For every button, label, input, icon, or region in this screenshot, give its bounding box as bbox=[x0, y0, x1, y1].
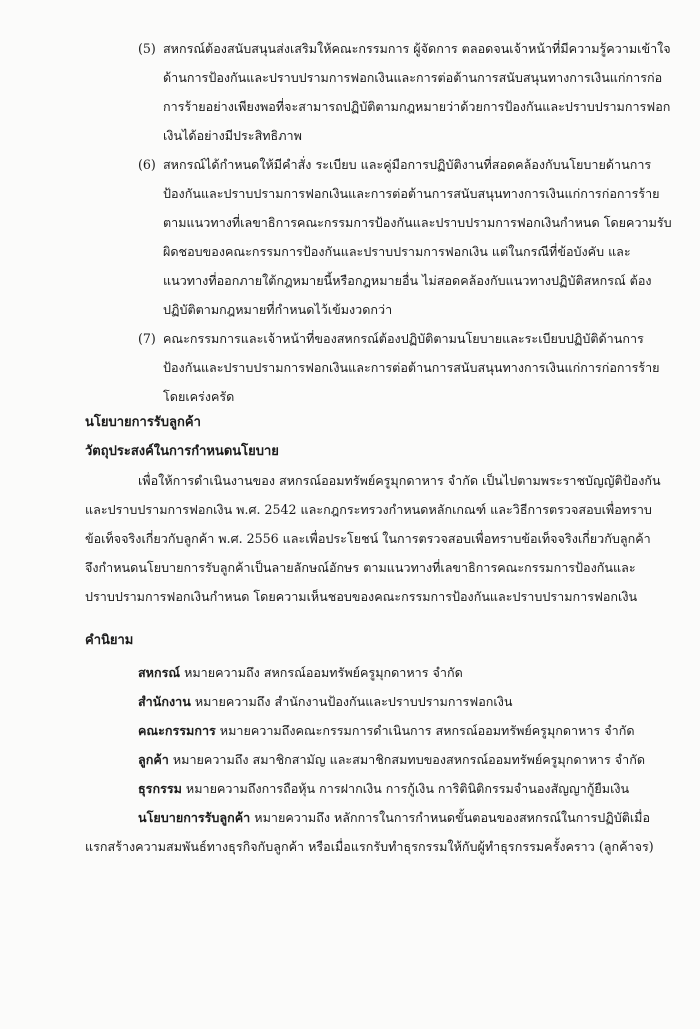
text-line: สหกรณ์ต้องสนับสนุนส่งเสริมให้คณะกรรมการ ผู้จัดการ ตลอดจนเจ้าหน้าที่มีความรู้ความเข้าใจ bbox=[163, 41, 671, 56]
list-number: (7) bbox=[138, 331, 156, 346]
definition-text: หมายความถึง หลักการในการกำหนดขั้นตอนของสหกรณ์ในการปฏิบัติเมื่อ bbox=[250, 810, 651, 825]
definition-term: สหกรณ์ bbox=[138, 665, 181, 680]
text-line: แนวทางที่ออกภายใต้กฎหมายนี้หรือกฎหมายอื่น ไม่สอดคล้องกับแนวทางปฏิบัติสหกรณ์ ต้อง bbox=[163, 273, 652, 288]
definition-term: สำนักงาน bbox=[138, 694, 191, 709]
text-line: แรกสร้างความสมพันธ์ทางธุรกิจกับลูกค้า หรือเมื่อแรกรับทำธุรกรรมให้กับผู้ทำธุรกรรมครั้งคราว (ลูกค้าจร) bbox=[85, 839, 654, 854]
text-line: เพื่อให้การดำเนินงานของ สหกรณ์ออมทรัพย์ครูมุกดาหาร จำกัด เป็นไปตามพระราชบัญญัติป้องกัน bbox=[138, 473, 661, 488]
text-line: จึงกำหนดนโยบายการรับลูกค้าเป็นลายลักษณ์อักษร ตามแนวทางที่เลขาธิการคณะกรรมการป้องกันและ bbox=[85, 560, 636, 575]
text-line: เงินได้อย่างมีประสิทธิภาพ bbox=[163, 128, 302, 143]
definition-item bbox=[138, 664, 463, 682]
text-line: คณะกรรมการและเจ้าหน้าที่ของสหกรณ์ต้องปฏิบัติตามนโยบายและระเบียบปฏิบัติด้านการ bbox=[163, 331, 644, 346]
definition-text: หมายความถึง สำนักงานป้องกันและปราบปรามการฟอกเงิน bbox=[190, 694, 513, 709]
definition-text: หมายความถึงการถือหุ้น การฝากเงิน การกู้เงิน การิตินิติกรรมจำนองสัญญากู้ยืมเงิน bbox=[181, 781, 630, 796]
definition-term: ลูกค้า bbox=[138, 752, 169, 767]
text-line: ข้อเท็จจริงเกี่ยวกับลูกค้า พ.ศ. 2556 และเพื่อประโยชน์ ในการตรวจสอบเพื่อทราบข้อเท็จจริงเกี่ยวกับลูกค้า bbox=[85, 531, 651, 546]
definition-text: หมายความถึง สหกรณ์ออมทรัพย์ครูมุกดาหาร จำกัด bbox=[180, 665, 463, 680]
text-line: ปราบปรามการฟอกเงินกำหนด โดยความเห็นชอบของคณะกรรมการป้องกันและปราบปรามการฟอกเงิน bbox=[85, 589, 638, 604]
definition-text: หมายความถึง สมาชิกสามัญ และสมาชิกสมทบของสหกรณ์ออมทรัพย์ครูมุกดาหาร จำกัด bbox=[168, 752, 646, 767]
definition-term: คณะกรรมการ bbox=[138, 723, 216, 738]
text-line: ป้องกันและปราบปรามการฟอกเงินและการต่อต้านการสนับสนุนทางการเงินแก่การก่อการร้าย bbox=[163, 360, 660, 375]
text-line: การร้ายอย่างเพียงพอที่จะสามารถปฏิบัติตามกฎหมายว่าด้วยการป้องกันและปราบปรามการฟอก bbox=[163, 99, 671, 114]
text-line: ปฏิบัติตามกฎหมายที่กำหนดไว้เข้มงวดกว่า bbox=[163, 302, 393, 317]
definition-term: นโยบายการรับลูกค้า bbox=[138, 810, 251, 825]
text-line: และปราบปรามการฟอกเงิน พ.ศ. 2542 และกฎกระทรวงกำหนดหลักเกณฑ์ และวิธีการตรวจสอบเพื่อทราบ bbox=[85, 502, 652, 517]
definition-item bbox=[138, 809, 650, 827]
definition-item bbox=[138, 780, 629, 798]
definition-item bbox=[138, 693, 512, 711]
definition-item bbox=[138, 722, 635, 740]
text-line: ผิดชอบของคณะกรรมการป้องกันและปราบปรามการฟอกเงิน แต่ในกรณีที่ข้อบังคับ และ bbox=[163, 244, 631, 259]
text-line: สหกรณ์ได้กำหนดให้มีคำสั่ง ระเบียบ และคู่มือการปฏิบัติงานที่สอดคล้องกับนโยบายด้านการ bbox=[163, 157, 652, 172]
section-heading-objective: วัตถุประสงค์ในการกำหนดนโยบาย bbox=[85, 444, 279, 459]
definition-item bbox=[138, 751, 645, 769]
section-heading-policy: นโยบายการรับลูกค้า bbox=[85, 415, 201, 430]
text-line: โดยเคร่งครัด bbox=[163, 389, 235, 404]
list-number: (6) bbox=[138, 157, 156, 172]
section-heading-definitions: คำนิยาม bbox=[85, 633, 134, 648]
text-line: ตามแนวทางที่เลขาธิการคณะกรรมการป้องกันและปราบปรามการฟอกเงินกำหนด โดยความรับ bbox=[163, 215, 672, 230]
list-number: (5) bbox=[138, 41, 156, 56]
definition-term: ธุรกรรม bbox=[138, 781, 182, 796]
text-line: ด้านการป้องกันและปราบปรามการฟอกเงินและการต่อต้านการสนับสนุนทางการเงินแก่การก่อ bbox=[163, 70, 663, 85]
text-line: ป้องกันและปราบปรามการฟอกเงินและการต่อต้านการสนับสนุนทางการเงินแก่การก่อการร้าย bbox=[163, 186, 660, 201]
definition-text: หมายความถึงคณะกรรมการดำเนินการ สหกรณ์ออมทรัพย์ครูมุกดาหาร จำกัด bbox=[215, 723, 635, 738]
